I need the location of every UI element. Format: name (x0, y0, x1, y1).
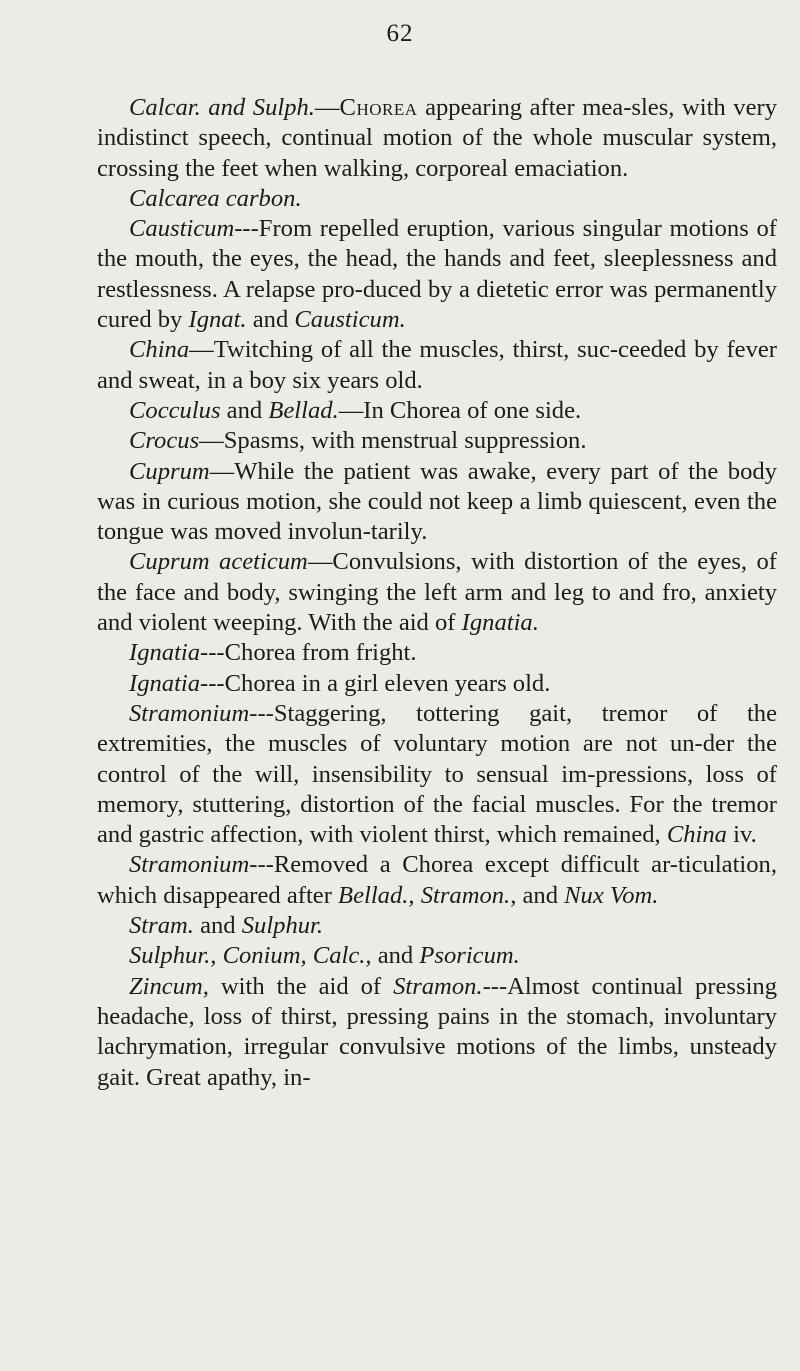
entry-text: Chorea in a girl eleven years old. (224, 669, 551, 697)
entry-heading-2: Sulphur. (241, 912, 324, 940)
entry-conjunction: with the aid of (208, 972, 394, 1000)
entry-calcarea-carbon (97, 184, 777, 214)
entry-heading: Causticum (129, 215, 235, 243)
entry-remedy: Bellad., Stramon., (338, 881, 517, 909)
entry-lead-caps: Chorea (339, 94, 418, 121)
entry-separator: — (307, 548, 333, 576)
entry-cuprum (97, 457, 777, 548)
entry-text: While the patient was awake, every part of the body was in curious motion, she could not keep a limb quiescent, even the tongue was moved involun-tarily. (97, 457, 777, 546)
entry-remedy: China (666, 821, 727, 849)
entry-remedy: Causticum. (294, 306, 406, 334)
entry-separator: — (209, 457, 235, 485)
entry-separator: --- (249, 699, 274, 727)
entry-text: Staggering, tottering gait, tremor of the extremities, the muscles of voluntary motion are not un-der the control of the will, insensibility to sensual im-pressions, loss of memory, stuttering, distortion of the facial muscles. For the tremor and gastric affection, with violent thirst, which remained, (97, 699, 777, 849)
entry-text: From repelled eruption, various singular motions of the mouth, the eyes, the head, the hands and feet, sleeplessness and restlessness. A relapse pro-duced by a dietetic error was permanently cured by (97, 215, 777, 334)
entry-conjunction: and (246, 306, 295, 334)
entry-ignatia-girl (97, 669, 777, 699)
entry-cuprum-aceticum (97, 547, 777, 638)
entry-separator: --- (200, 639, 225, 667)
entry-remedy: Ignatia. (461, 609, 539, 637)
entry-text-tail: iv. (726, 821, 757, 849)
entry-stramonium (97, 699, 777, 850)
page-number: 62 (386, 20, 414, 47)
entry-heading: Calcar. and Sulph. (129, 94, 315, 121)
entry-heading: Zincum, (129, 972, 209, 1000)
entry-conjunction: and (220, 396, 269, 424)
entry-text: Twitching of all the muscles, thirst, suc-ceeded by fever and sweat, in a boy six years old. (97, 336, 777, 394)
entry-heading: Cuprum (129, 457, 210, 485)
entry-zincum (97, 972, 777, 1093)
entry-text: Almost continual pressing headache, loss of thirst, pressing pains in the stomach, involuntary lachrymation, irregular convulsive motions of the limbs, unsteady gait. Great apathy, in- (97, 972, 777, 1091)
entry-separator: — (189, 336, 214, 364)
entry-stramonium-removed (97, 850, 777, 911)
entry-heading: Stram. (129, 912, 194, 940)
entry-text: appearing after mea-sles, with very indistinct speech, continual motion of the whole muscular system, crossing the feet when walking, corporeal emaciation. (97, 94, 777, 182)
entry-crocus (97, 426, 777, 456)
page-body (97, 93, 777, 1093)
entry-stram-sulphur (97, 911, 777, 941)
entry-heading-2: Psoricum. (419, 942, 520, 970)
entry-heading: Ignatia (129, 639, 201, 667)
entry-remedy: Nux Vom. (564, 881, 659, 909)
entry-separator: --- (200, 669, 225, 697)
entry-heading: Cocculus (129, 396, 221, 424)
entry-heading: Ignatia (129, 669, 201, 697)
entry-separator: — (199, 427, 224, 455)
entry-separator: — (338, 396, 364, 424)
entry-heading: Sulphur., Conium, Calc., (129, 942, 372, 970)
entry-separator: — (314, 94, 340, 121)
entry-heading-2: Bellad. (268, 396, 339, 424)
entry-ignatia-fright (97, 638, 777, 668)
entry-text: Removed a Chorea except difficult ar-ticulation, which disappeared after (97, 851, 777, 909)
entry-heading: China (129, 336, 190, 364)
entry-heading: Crocus (129, 427, 200, 455)
entry-conjunction: and (371, 942, 420, 970)
entry-text: Spasms, with menstrual suppression. (223, 427, 587, 455)
entry-heading-2: Stramon. (393, 972, 483, 1000)
entry-china (97, 335, 777, 396)
entry-calcar-sulph (97, 93, 777, 184)
entry-conjunction: and (516, 881, 565, 909)
entry-remedy: Ignat. (188, 306, 247, 334)
entry-sulphur-psoricum (97, 941, 777, 971)
entry-heading: Calcarea carbon. (129, 184, 302, 212)
entry-separator: --- (482, 972, 508, 1000)
entry-text: Convulsions, with distortion of the eyes, of the face and body, swinging the left arm and leg to and fro, anxiety and violent weeping. With the aid of (97, 548, 777, 637)
entry-cocculus (97, 396, 777, 426)
entry-separator: --- (234, 215, 259, 243)
entry-heading: Stramonium (129, 851, 250, 879)
entry-text: In Chorea of one side. (363, 396, 582, 424)
entry-causticum (97, 214, 777, 335)
entry-conjunction: and (193, 912, 242, 940)
entry-text: Chorea from fright. (224, 639, 417, 667)
entry-separator: --- (249, 851, 274, 879)
entry-heading: Cuprum aceticum (129, 548, 308, 576)
entry-heading: Stramonium (129, 699, 250, 727)
